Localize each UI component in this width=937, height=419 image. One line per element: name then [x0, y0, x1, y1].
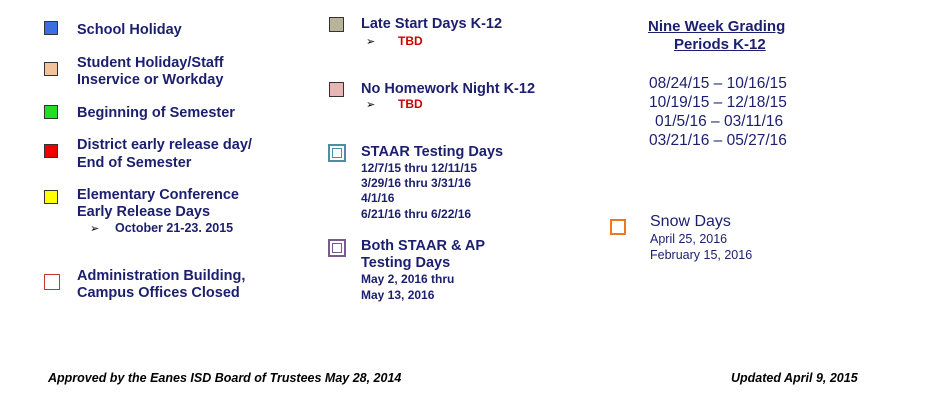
- staar-ap-label-1: Both STAAR & AP: [361, 238, 486, 254]
- admin-building-label-1: Administration Building,: [77, 268, 246, 284]
- staar-ap-date: May 13, 2016: [361, 288, 435, 302]
- staar-date: 4/1/16: [361, 191, 395, 205]
- elementary-conference-label-2: Early Release Days: [77, 204, 211, 220]
- admin-building-label-2: Campus Offices Closed: [77, 285, 240, 301]
- grading-title-1: Nine Week Grading: [648, 18, 786, 35]
- staar-date: 6/21/16 thru 6/22/16: [361, 207, 472, 221]
- grading-title-2: Periods K-12: [674, 36, 766, 53]
- staar-ap-label-2: Testing Days: [361, 255, 451, 271]
- district-early-release-swatch: [44, 144, 58, 158]
- arrow-bullet-icon: ➢: [90, 223, 100, 235]
- elementary-conference-dates: October 21-23. 2015: [115, 221, 234, 235]
- snow-day-date: April 25, 2016: [650, 232, 728, 246]
- snow-days-swatch: [610, 219, 626, 235]
- grading-period: 10/19/15 – 12/18/15: [649, 94, 787, 111]
- grading-period: 03/21/16 – 05/27/16: [649, 132, 787, 149]
- staar-date: 12/7/15 thru 12/11/15: [361, 161, 478, 175]
- staar-label: STAAR Testing Days: [361, 144, 504, 160]
- district-early-release-label-1: District early release day/: [77, 137, 252, 153]
- school-holiday-swatch: [44, 21, 58, 35]
- snow-days-label: Snow Days: [650, 213, 731, 230]
- late-start-swatch: [329, 17, 344, 32]
- beginning-semester-label: Beginning of Semester: [77, 105, 235, 121]
- staar-ap-swatch: [328, 239, 346, 257]
- beginning-semester-swatch: [44, 105, 58, 119]
- no-homework-tbd: TBD: [398, 97, 423, 111]
- no-homework-swatch: [329, 82, 344, 97]
- school-holiday-label: School Holiday: [77, 22, 182, 38]
- arrow-bullet-icon: ➢: [366, 36, 376, 48]
- district-early-release-label-2: End of Semester: [77, 155, 192, 171]
- arrow-bullet-icon: ➢: [366, 99, 376, 111]
- late-start-label: Late Start Days K-12: [361, 16, 503, 32]
- student-holiday-label-1: Student Holiday/Staff: [77, 55, 224, 71]
- approved-footer: Approved by the Eanes ISD Board of Trustees May 28, 2014: [48, 371, 402, 385]
- student-holiday-swatch: [44, 62, 58, 76]
- grading-period: 08/24/15 – 10/16/15: [649, 75, 787, 92]
- no-homework-label: No Homework Night K-12: [361, 81, 536, 97]
- staar-ap-date: May 2, 2016 thru: [361, 272, 455, 286]
- admin-building-swatch: [44, 274, 60, 290]
- snow-day-date: February 15, 2016: [650, 248, 753, 262]
- student-holiday-label-2: Inservice or Workday: [77, 72, 224, 88]
- late-start-tbd: TBD: [398, 34, 423, 48]
- elementary-conference-swatch: [44, 190, 58, 204]
- elementary-conference-label-1: Elementary Conference: [77, 187, 239, 203]
- updated-footer: Updated April 9, 2015: [731, 371, 858, 385]
- staar-date: 3/29/16 thru 3/31/16: [361, 176, 472, 190]
- staar-swatch: [328, 144, 346, 162]
- grading-period: 01/5/16 – 03/11/16: [655, 113, 784, 130]
